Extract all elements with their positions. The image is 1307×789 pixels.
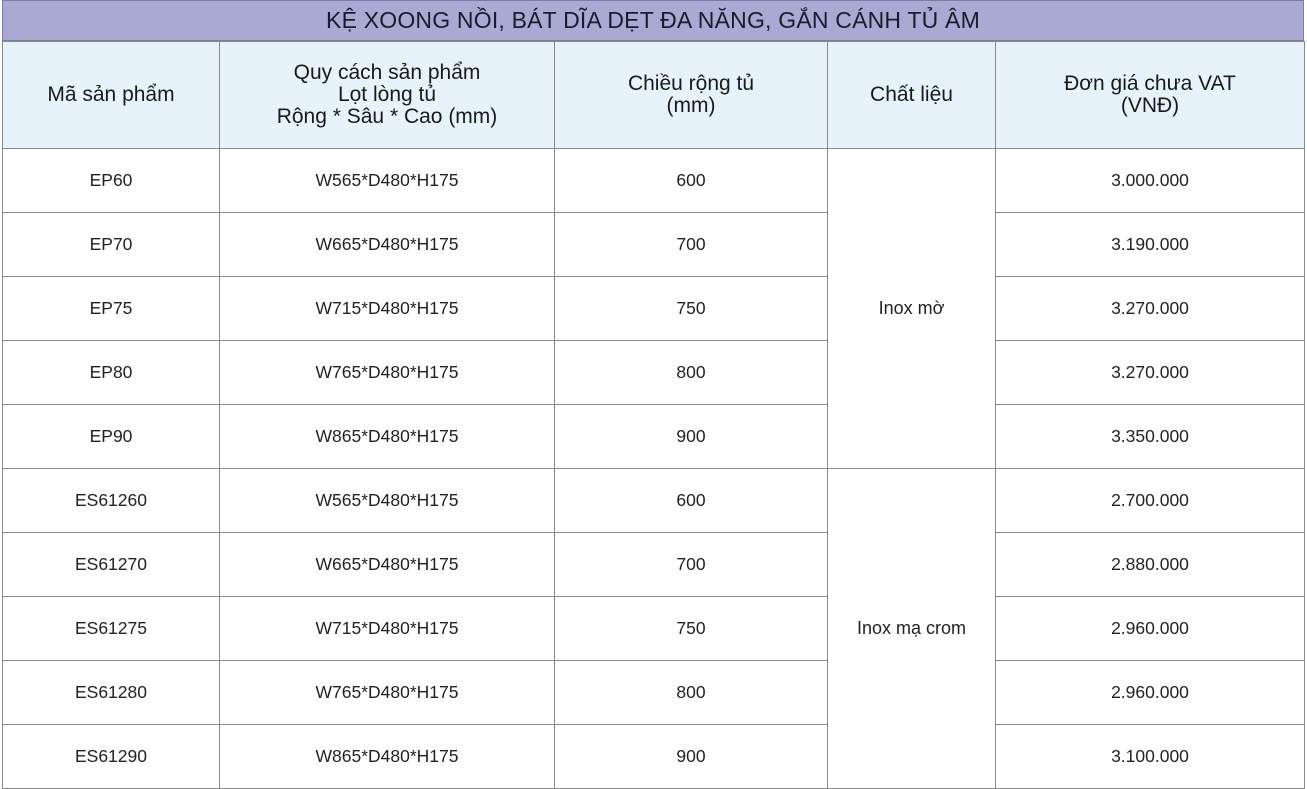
header-product-code-label: Mã sản phẩm [47,83,175,106]
header-price-line-2: (VNĐ) [1120,94,1180,117]
cell-material: Inox mờ [828,149,996,469]
cell-price: 2.960.000 [996,661,1305,725]
cell-cabinet-width: 800 [555,661,828,725]
header-width-line-2: (mm) [666,94,716,117]
table-row [3,597,1305,661]
header-spec-line-1: Quy cách sản phẩm [293,61,481,84]
cell-product-code: ES61290 [3,725,220,789]
table-title: KỆ XOONG NỒI, BÁT DĨA DẸT ĐA NĂNG, GẮN CÁNH TỦ ÂM [2,0,1304,41]
cell-price: 3.190.000 [996,213,1305,277]
cell-spec: W665*D480*H175 [220,213,555,277]
price-table [2,41,1305,789]
cell-spec: W765*D480*H175 [220,661,555,725]
cell-price: 2.880.000 [996,533,1305,597]
header-spec-line-3: Rộng * Sâu * Cao (mm) [276,105,498,128]
cell-spec: W565*D480*H175 [220,469,555,533]
cell-price: 3.000.000 [996,149,1305,213]
cell-spec: W715*D480*H175 [220,277,555,341]
cell-spec: W865*D480*H175 [220,725,555,789]
cell-spec: W565*D480*H175 [220,149,555,213]
cell-cabinet-width: 800 [555,341,828,405]
cell-product-code: EP60 [3,149,220,213]
cell-price: 3.350.000 [996,405,1305,469]
header-width-line-1: Chiều rộng tủ [627,72,755,95]
header-cabinet-width [555,42,828,149]
table-row [3,277,1305,341]
cell-material: Inox mạ crom [828,469,996,789]
cell-cabinet-width: 700 [555,533,828,597]
table-row [3,469,1305,533]
cell-product-code: EP70 [3,213,220,277]
cell-cabinet-width: 750 [555,597,828,661]
cell-spec: W665*D480*H175 [220,533,555,597]
table-row [3,405,1305,469]
cell-price: 3.270.000 [996,341,1305,405]
table-row [3,533,1305,597]
header-spec [220,42,555,149]
cell-cabinet-width: 900 [555,405,828,469]
cell-product-code: ES61280 [3,661,220,725]
table-row [3,149,1305,213]
cell-product-code: EP75 [3,277,220,341]
header-price [996,42,1305,149]
table-row [3,661,1305,725]
header-material [828,42,996,149]
cell-product-code: ES61275 [3,597,220,661]
cell-spec: W715*D480*H175 [220,597,555,661]
cell-price: 3.270.000 [996,277,1305,341]
header-product-code [3,42,220,149]
header-row [3,42,1305,149]
header-material-label: Chất liệu [870,83,953,106]
cell-product-code: ES61260 [3,469,220,533]
cell-spec: W765*D480*H175 [220,341,555,405]
table-row [3,213,1305,277]
cell-spec: W865*D480*H175 [220,405,555,469]
cell-price: 2.700.000 [996,469,1305,533]
table-row [3,725,1305,789]
header-spec-line-2: Lọt lòng tủ [337,83,437,106]
cell-cabinet-width: 900 [555,725,828,789]
cell-price: 3.100.000 [996,725,1305,789]
cell-product-code: EP90 [3,405,220,469]
table-row [3,341,1305,405]
cell-cabinet-width: 700 [555,213,828,277]
cell-product-code: ES61270 [3,533,220,597]
header-price-line-1: Đơn giá chưa VAT [1064,72,1236,95]
cell-product-code: EP80 [3,341,220,405]
cell-cabinet-width: 600 [555,469,828,533]
cell-price: 2.960.000 [996,597,1305,661]
cell-cabinet-width: 600 [555,149,828,213]
cell-cabinet-width: 750 [555,277,828,341]
